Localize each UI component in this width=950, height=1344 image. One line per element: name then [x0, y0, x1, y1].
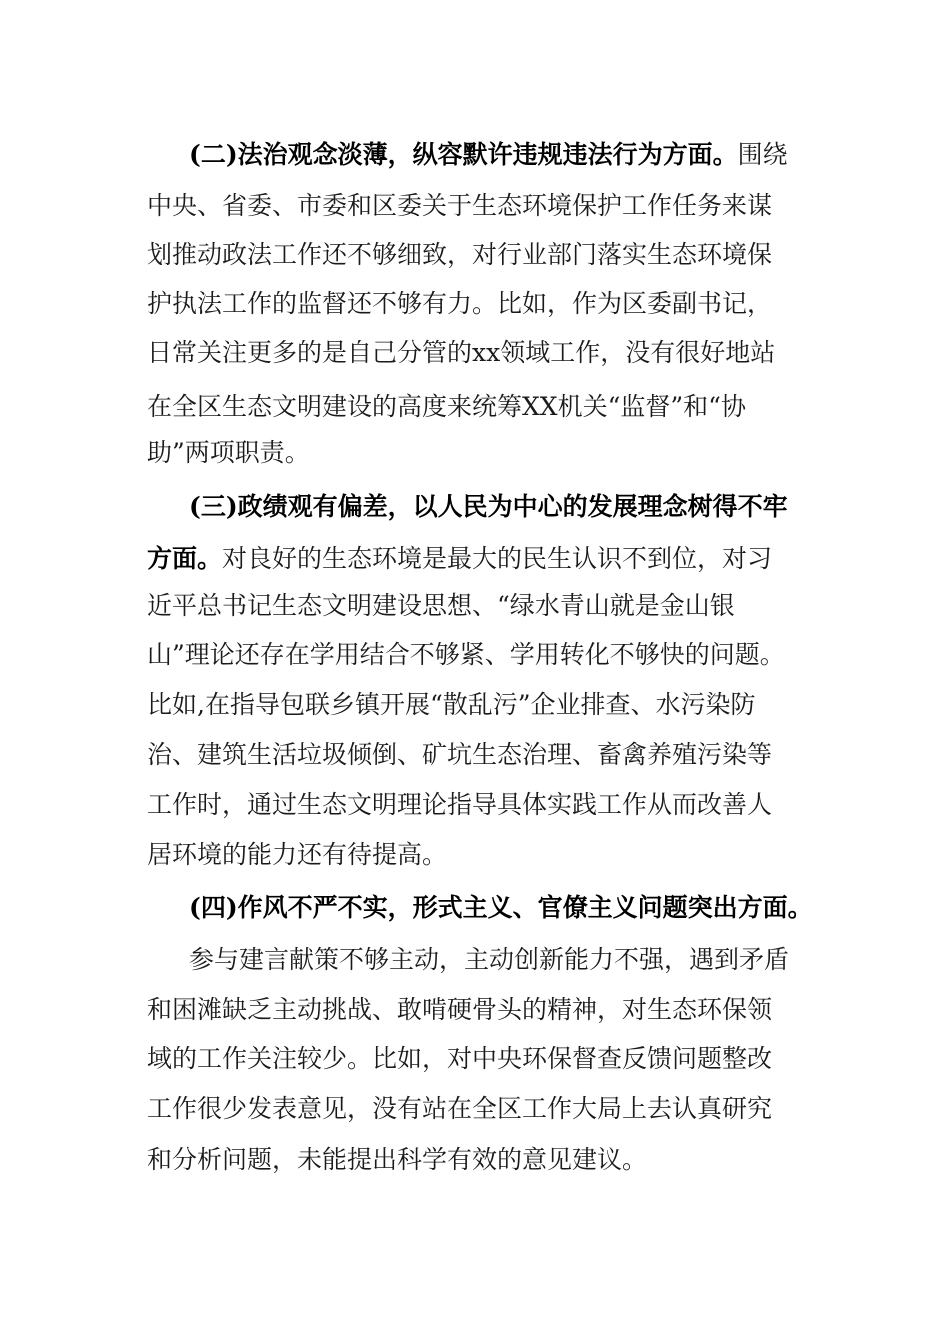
section-4-line: 工作很少发表意见，没有站在全区工作大局上去认真研究 [147, 1094, 773, 1123]
section-4-line: 域的工作关注较少。比如，对中央环保督查反馈问题整改 [147, 1044, 773, 1073]
section-4-line: 参与建言献策不够主动，主动创新能力不强，遇到矛盾 [189, 945, 790, 974]
section-3-heading-end: 方面。 [147, 544, 223, 573]
section-4-line: 和分析问题，未能提出科学有效的意见建议。 [147, 1145, 648, 1174]
section-2-line: 日常关注更多的是自己分管的xx领域工作，没有很好地站 [147, 338, 776, 367]
section-3-line: 治、建筑生活垃圾倾倒、矿坑生态治理、畜禽养殖污染等 [147, 740, 773, 769]
section-3-line: 居环境的能力还有待提高。 [147, 840, 448, 869]
section-3-line: 山”理论还存在学用结合不够紧、学用转化不够快的问题。 [147, 640, 785, 669]
section-2-text: 围绕 [737, 140, 788, 169]
section-2-line: 在全区生态文明建设的高度来统筹XX机关“监督”和“协 [147, 392, 746, 421]
section-3-line: 工作时，通过生态文明理论指导具体实践工作从而改善人 [147, 790, 773, 819]
section-2-line: 中央、省委、市委和区委关于生态环境保护工作任务来谋 [147, 191, 773, 220]
section-2-line: 助”两项职责。 [147, 438, 310, 467]
section-3-line: 比如,在指导包联乡镇开展“散乱污”企业排查、水污染防 [147, 690, 756, 719]
section-2-line: 划推动政法工作还不够细致，对行业部门落实生态环境保 [147, 240, 773, 269]
section-3-heading: (三)政绩观有偏差，以人民为中心的发展理念树得不牢 [189, 492, 788, 521]
section-2-first-line [189, 138, 788, 172]
section-2-line: 护执法工作的监督还不够有力。比如，作为区委副书记， [147, 289, 773, 318]
section-3-first-line [147, 542, 772, 576]
section-2-heading: (二)法治观念淡薄，纵容默许违规违法行为方面。 [189, 140, 738, 169]
section-4-heading: (四)作风不严不实，形式主义、官僚主义问题突出方面。 [189, 893, 813, 922]
section-3-line: 近平总书记生态文明建设思想、“绿水青山就是金山银 [147, 591, 735, 620]
section-3-text: 对良好的生态环境是最大的民生认识不到位，对习 [222, 544, 773, 573]
section-4-line: 和困滩缺乏主动挑战、敢啃硬骨头的精神，对生态环保领 [147, 995, 773, 1024]
